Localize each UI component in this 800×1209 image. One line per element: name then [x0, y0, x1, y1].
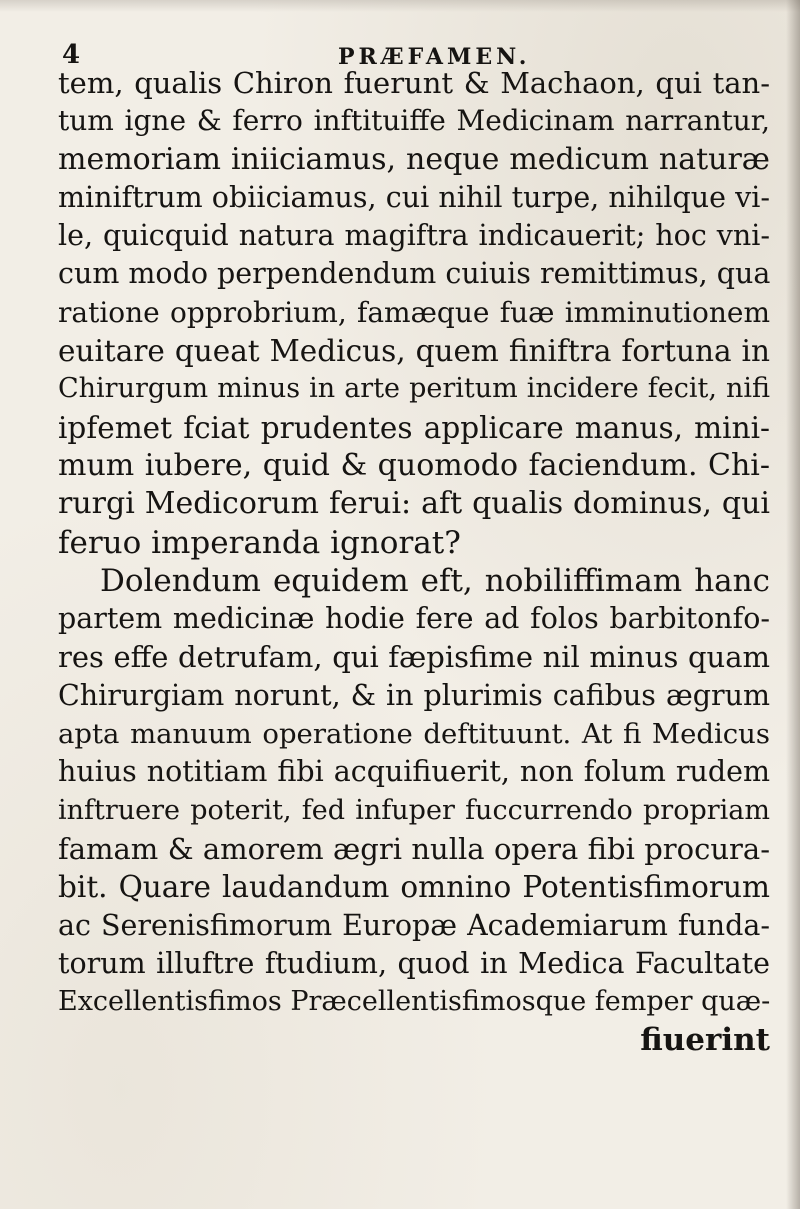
- body-text: [58, 64, 770, 1060]
- text-line: miniftrum obiiciamus, cui nihil turpe, nihilque vi-: [58, 180, 770, 214]
- text-line: ratione opprobrium, famæque fuæ imminutionem: [58, 295, 770, 329]
- text-line: euitare queat Medicus, quem finiftra fortuna in: [58, 334, 770, 369]
- text-line: famam & amorem ægri nulla opera fibi procura-: [58, 831, 770, 866]
- page-top-shadow: [0, 0, 800, 12]
- text-line: Chirurgiam norunt, & in plurimis cafibus ægrum: [58, 678, 770, 712]
- text-line: rurgi Medicorum ferui: aft qualis dominus, qui: [58, 486, 770, 522]
- text-line: le, quicquid natura magiftra indicauerit; hoc vni-: [58, 219, 770, 253]
- text-line: cum modo perpendendum cuiuis remittimus, qua: [58, 257, 770, 291]
- text-line: res effe detrufam, qui fæpisfime nil minus quam: [58, 640, 770, 675]
- text-line: huius notitiam fibi acquifiuerit, non folum rudem: [58, 755, 770, 789]
- page-number: 4: [62, 40, 81, 70]
- text-line: tum igne & ferro inftituiffe Medicinam narrantur,: [58, 104, 770, 138]
- text-line: inftruere poterit, fed infuper fuccurrendo propriam: [58, 794, 770, 826]
- text-line: tem, qualis Chiron fuerunt & Machaon, qui tan-: [58, 66, 770, 100]
- catchword: fiuerint: [640, 1022, 770, 1059]
- text-line: torum illuftre ftudium, quod in Medica Facultate: [58, 946, 770, 980]
- text-line: ipfemet fciat prudentes applicare manus, mini-: [58, 410, 770, 445]
- text-line: memoriam iniiciamus, neque medicum naturæ: [58, 141, 770, 177]
- text-line: partem medicinæ hodie fere ad folos barbitonfo-: [58, 602, 770, 636]
- text-line-paragraph-end: feruo imperanda ignorat?: [58, 524, 461, 561]
- text-line: mum iubere, quid & quomodo faciendum. Chi-: [58, 447, 770, 483]
- text-line: apta manuum operatione deftituunt. At fi Medicus: [58, 718, 770, 751]
- text-line-paragraph-start: Dolendum equidem eft, nobiliffimam hanc: [100, 562, 770, 599]
- text-line: Chirurgum minus in arte peritum incidere fecit, nifi: [58, 373, 770, 405]
- running-head: PRÆFAMEN.: [338, 44, 531, 70]
- text-line: bit. Quare laudandum omnino Potentisfimorum: [58, 870, 770, 905]
- text-line: ac Serenisfimorum Europæ Academiarum funda-: [58, 908, 770, 942]
- text-line: Excellentisfimos Præcellentisfimosque femper quæ-: [58, 986, 770, 1018]
- page-binding-shadow: [786, 0, 800, 1209]
